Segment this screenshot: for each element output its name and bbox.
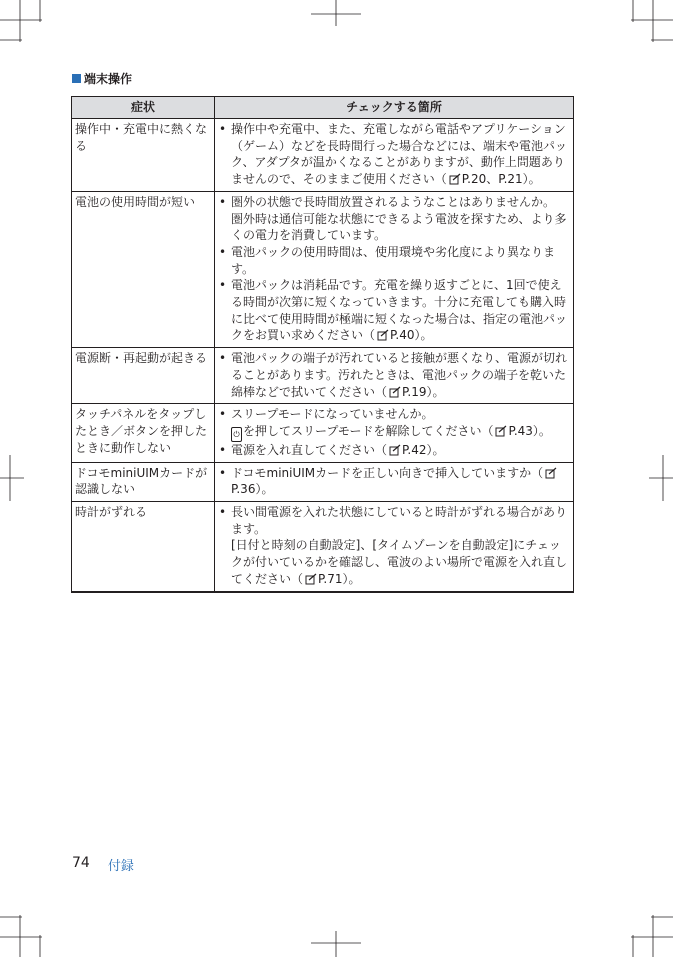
header-symptom: 症状	[72, 97, 215, 119]
table-header-row	[72, 97, 574, 119]
page-number: 74	[72, 855, 90, 871]
table-row	[72, 119, 574, 192]
symptom-cell: タッチパネルをタップしたとき／ボタンを押したときに動作しない	[72, 404, 215, 462]
troubleshooting-table	[71, 96, 574, 593]
page-ref-link[interactable]: P.40	[390, 328, 415, 343]
header-check: チェックする箇所	[215, 97, 574, 119]
table-row	[72, 191, 574, 347]
page-ref-link[interactable]: P.42	[402, 442, 427, 457]
symptom-cell: 時計がずれる	[72, 502, 215, 592]
page-ref-link[interactable]: P.19	[402, 384, 427, 399]
table-row	[72, 462, 574, 501]
list-item: • 圏外の状態で長時間放置されるようなことはありませんか。 圏外時は通信可能な状態にできるよう電波を探すため、より多くの電力を消費しています。	[218, 194, 571, 244]
check-cell	[215, 191, 574, 347]
list-item: • 電池パックは消耗品です。充電を繰り返すごとに、1回で使える時間が次第に短くなっていきます。十分に充電しても購入時に比べて使用時間が極端に短くなった場合は、指定の電池パックをお買い求めください（ P.40）。	[218, 277, 571, 344]
list-item: • 電源を入れ直してください（ P.42）。	[218, 442, 571, 459]
check-cell	[215, 348, 574, 404]
list-item: • 電池パックの端子が汚れていると接触が悪くなり、電源が切れることがあります。汚れたときは、電池パックの端子を乾いた綿棒などで拭いてください（ P.19）。	[218, 350, 571, 400]
reference-icon	[388, 444, 401, 456]
reference-icon	[376, 329, 389, 341]
list-item-note: [日付と時刻の自動設定]、[タイムゾーンを自動設定]にチェックが付いているかを確認し、電波のよい場所で電源を入れ直してください（ P.71）。	[231, 538, 568, 586]
reference-icon	[304, 573, 317, 585]
page-ref-link[interactable]: P.43	[508, 423, 533, 438]
list-item: • 電池パックの使用時間は、使用環境や劣化度により異なります。	[218, 244, 571, 277]
section-title-text: 端末操作	[84, 72, 133, 86]
page-ref-link[interactable]: P.36	[231, 482, 256, 497]
page-ref-link[interactable]: P.20、P.21	[461, 172, 523, 187]
list-item-note: ⏻ を押してスリープモードを解除してください（ P.43）。	[231, 423, 571, 442]
check-cell	[215, 462, 574, 501]
reference-icon	[494, 425, 507, 437]
list-item: • ドコモminiUIMカードを正しい向きで挿入していますか（P.36）。	[218, 465, 571, 498]
section-heading	[72, 70, 132, 87]
check-cell	[215, 502, 574, 592]
check-cell	[215, 404, 574, 462]
page-footer	[72, 855, 134, 874]
reference-icon	[544, 467, 557, 479]
page-ref-link[interactable]: P.71	[318, 571, 343, 586]
symptom-cell: ドコモminiUIMカードが認識しない	[72, 462, 215, 501]
symptom-cell: 電源断・再起動が起きる	[72, 348, 215, 404]
symptom-cell: 操作中・充電中に熱くなる	[72, 119, 215, 192]
table-row	[72, 404, 574, 462]
power-key-icon: ⏻	[231, 427, 242, 442]
list-item-note: 圏外時は通信可能な状態にできるよう電波を探すため、より多くの電力を消費しています。	[231, 211, 567, 243]
footer-section-name: 付録	[107, 859, 134, 874]
list-item: • 長い間電源を入れた状態にしていると時計がずれる場合があります。 [日付と時刻の自動設定]、[タイムゾーンを自動設定]にチェックが付いているかを確認し、電波のよい場所で電源を入れ直してください（ P.71）。	[218, 504, 571, 588]
check-cell	[215, 119, 574, 192]
list-item: • 操作中や充電中、また、充電しながら電話やアプリケーション（ゲーム）などを長時間行った場合などには、端末や電池パック、アダプタが温かくなることがありますが、動作上問題ありませんので、そのままご使用ください（ P.20、P.21）。	[218, 121, 571, 188]
list-item: • スリープモードになっていませんか。 ⏻ を押してスリープモードを解除してください（ P.43）。	[218, 406, 571, 442]
table-row	[72, 502, 574, 592]
reference-icon	[388, 386, 401, 398]
table-row	[72, 348, 574, 404]
square-bullet-icon	[72, 74, 81, 83]
reference-icon	[448, 173, 461, 185]
symptom-cell: 電池の使用時間が短い	[72, 191, 215, 347]
